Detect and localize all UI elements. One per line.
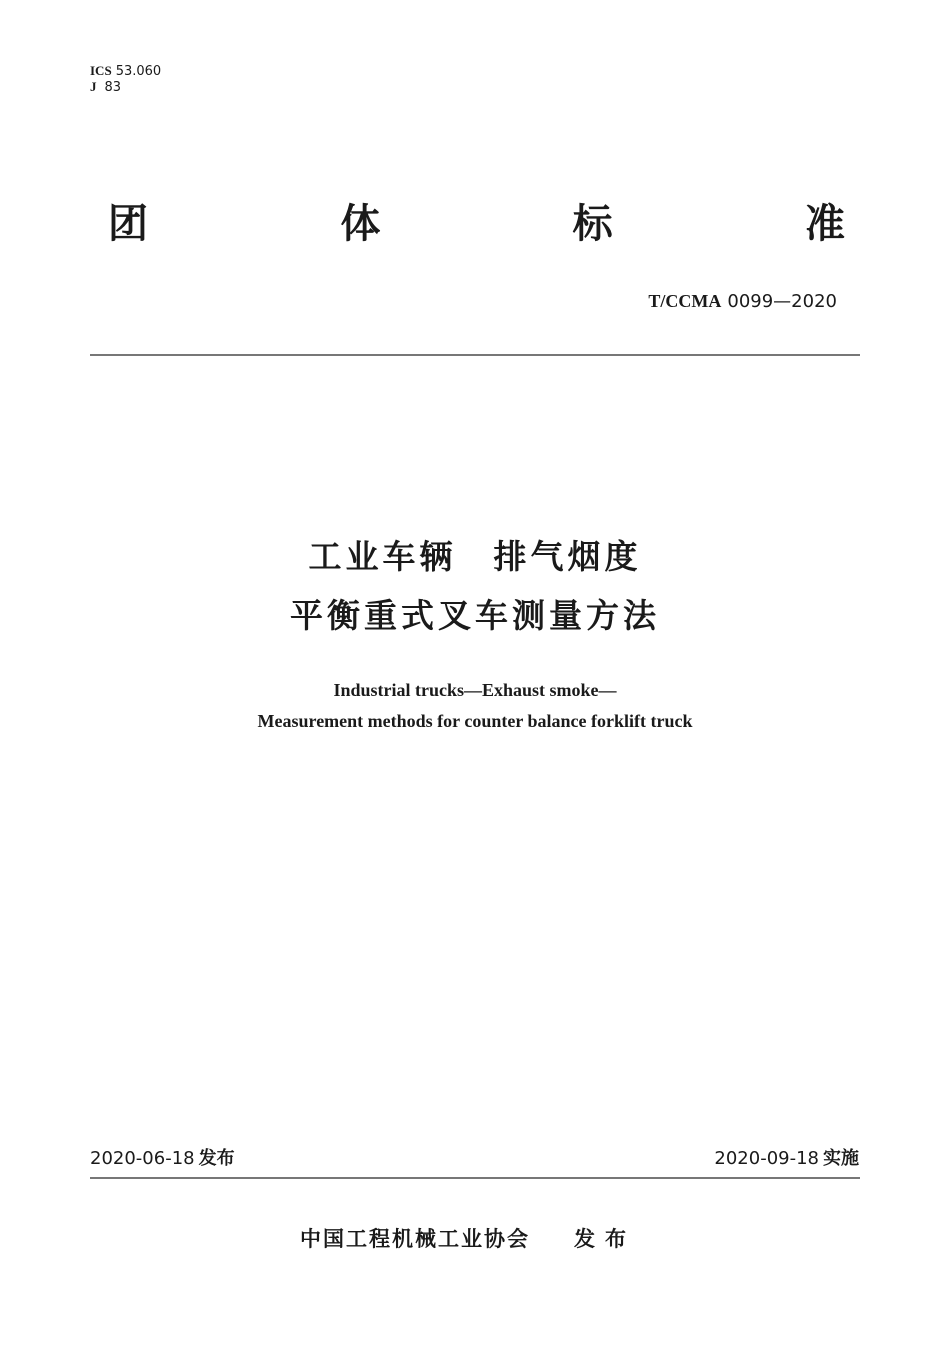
ics-label: ICS: [90, 63, 112, 78]
issue-date-label: 发布: [198, 1148, 235, 1169]
bottom-divider: [90, 1177, 860, 1179]
standard-number: [648, 289, 837, 314]
title-en-line1: Industrial trucks—Exhaust smoke—: [333, 680, 617, 700]
standard-type-char: 体: [340, 201, 381, 247]
standard-type-char: 标: [572, 201, 613, 247]
ccs-value: 83: [104, 80, 122, 95]
publisher-action: 发布: [574, 1227, 636, 1251]
issue-date-value: 2020-06-18: [90, 1148, 195, 1169]
publisher: [300, 1225, 636, 1253]
standard-type: [108, 197, 845, 251]
ccs-code: [90, 79, 121, 96]
ics-code: [90, 63, 161, 80]
ics-value: 53.060: [115, 64, 162, 79]
publisher-name: 中国工程机械工业协会: [300, 1227, 530, 1251]
title-cn-line1: 工业车辆 排气烟度: [308, 537, 642, 576]
standard-type-char: 准: [804, 201, 845, 247]
issue-date: [90, 1147, 235, 1171]
implement-date-label: 实施: [823, 1148, 859, 1169]
implement-date-value: 2020-09-18: [714, 1148, 819, 1169]
ccs-label: J: [90, 79, 97, 94]
title-en-line2: Measurement methods for counter balance forklift truck: [257, 711, 693, 731]
standard-number-prefix: T/CCMA: [648, 291, 722, 311]
standard-type-char: 团: [108, 201, 148, 247]
top-divider: [90, 354, 860, 356]
implement-date: [714, 1147, 859, 1171]
title-cn-line2: 平衡重式叉车测量方法: [290, 596, 660, 635]
standard-number-value: 0099—2020: [727, 291, 837, 312]
